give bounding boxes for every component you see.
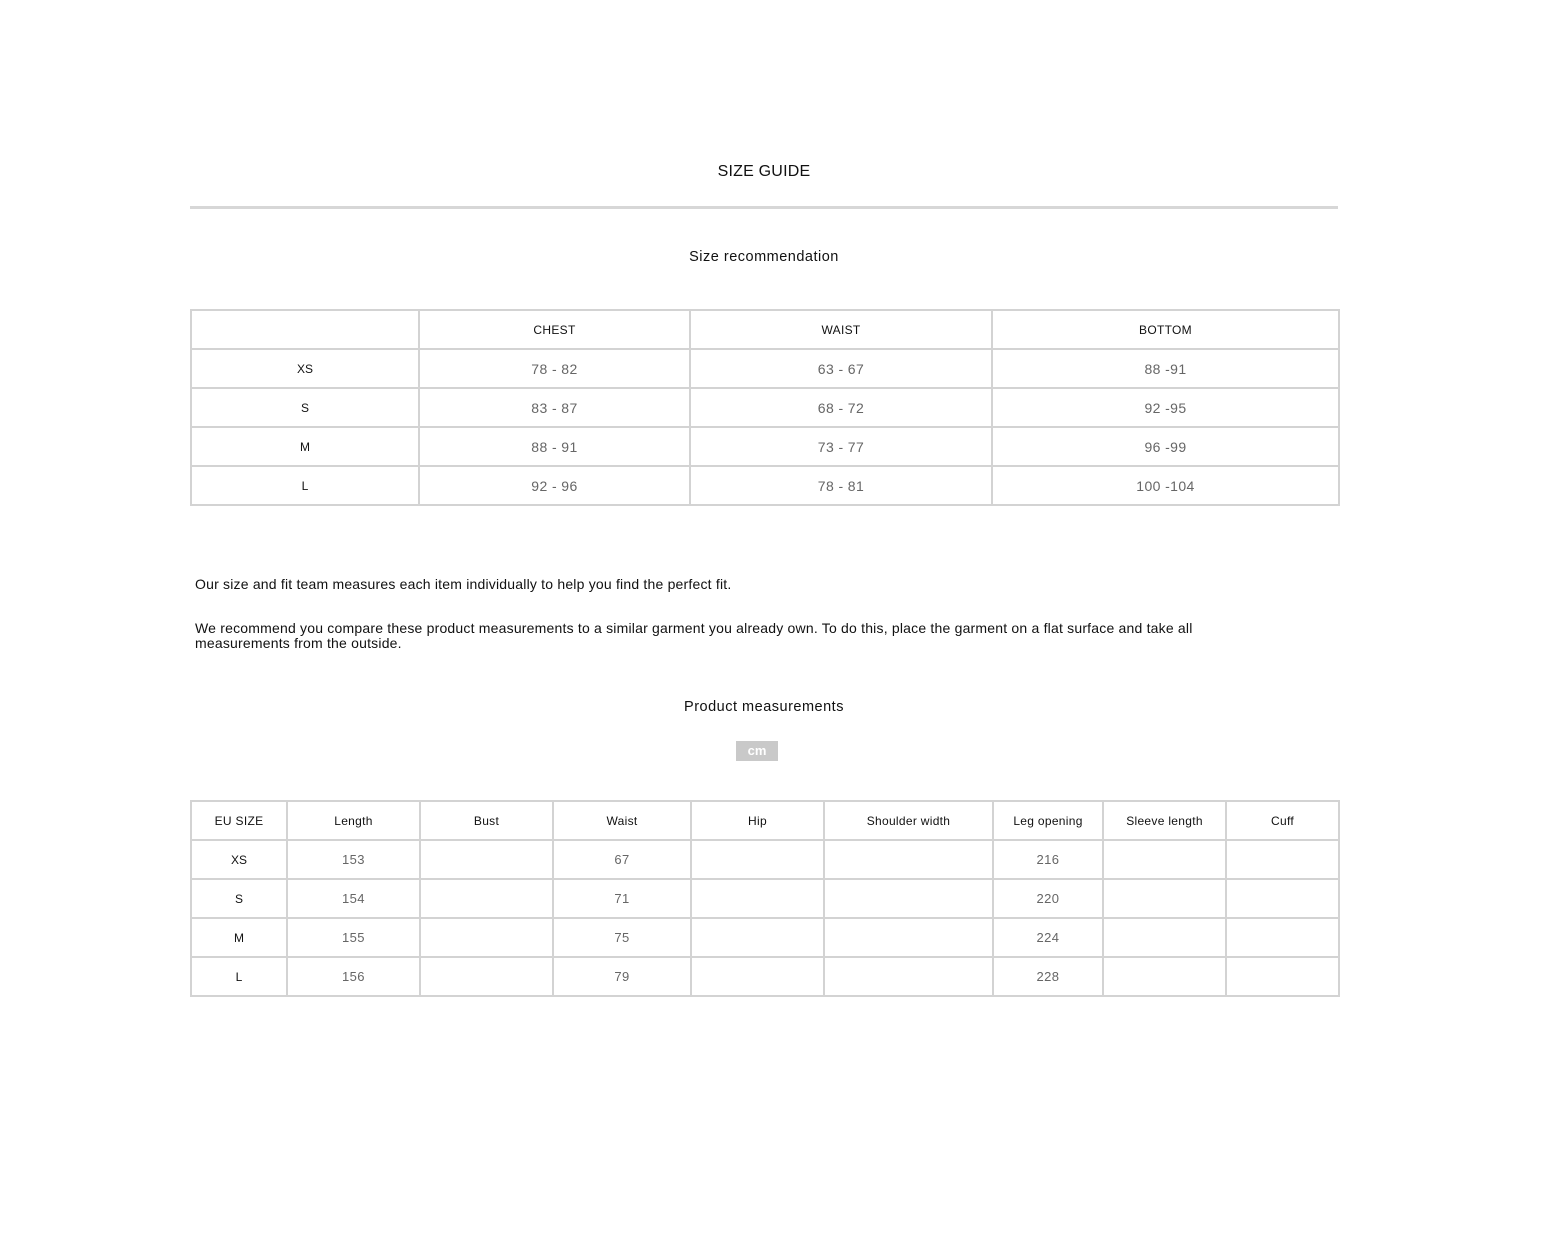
header-cell-sleeve-length: Sleeve length xyxy=(1103,801,1226,840)
table-row xyxy=(191,427,1339,466)
header-cell-hip: Hip xyxy=(691,801,824,840)
waist-cell: 73 - 77 xyxy=(690,427,992,466)
header-cell-shoulder-width: Shoulder width xyxy=(824,801,993,840)
size-recommendation-table xyxy=(190,309,1340,506)
size-recommendation-title: Size recommendation xyxy=(689,249,839,265)
size-cell: L xyxy=(191,466,419,505)
sleeve-length-cell xyxy=(1103,840,1226,879)
size-cell: M xyxy=(191,918,287,957)
bust-cell xyxy=(420,957,553,996)
size-cell: M xyxy=(191,427,419,466)
cuff-cell xyxy=(1226,957,1339,996)
shoulder-width-cell xyxy=(824,840,993,879)
header-cell-length: Length xyxy=(287,801,420,840)
header-cell-empty xyxy=(191,310,419,349)
header-cell-eu-size: EU SIZE xyxy=(191,801,287,840)
product-measurements-title: Product measurements xyxy=(684,699,844,715)
table-row xyxy=(191,388,1339,427)
size-cell: L xyxy=(191,957,287,996)
header-cell-chest: CHEST xyxy=(419,310,690,349)
hip-cell xyxy=(691,957,824,996)
hip-cell xyxy=(691,918,824,957)
length-cell: 155 xyxy=(287,918,420,957)
title-divider xyxy=(190,206,1338,209)
leg-opening-cell: 220 xyxy=(993,879,1103,918)
leg-opening-cell: 224 xyxy=(993,918,1103,957)
length-cell: 153 xyxy=(287,840,420,879)
length-cell: 154 xyxy=(287,879,420,918)
waist-cell: 75 xyxy=(553,918,691,957)
table-row xyxy=(191,840,1339,879)
table-row xyxy=(191,466,1339,505)
table-row xyxy=(191,879,1339,918)
hip-cell xyxy=(691,840,824,879)
header-cell-bust: Bust xyxy=(420,801,553,840)
waist-cell: 67 xyxy=(553,840,691,879)
bottom-cell: 100 -104 xyxy=(992,466,1339,505)
chest-cell: 88 - 91 xyxy=(419,427,690,466)
header-cell-bottom: BOTTOM xyxy=(992,310,1339,349)
cuff-cell xyxy=(1226,918,1339,957)
leg-opening-cell: 216 xyxy=(993,840,1103,879)
table-row xyxy=(191,918,1339,957)
sleeve-length-cell xyxy=(1103,879,1226,918)
sleeve-length-cell xyxy=(1103,957,1226,996)
cuff-cell xyxy=(1226,840,1339,879)
sleeve-length-cell xyxy=(1103,918,1226,957)
bust-cell xyxy=(420,879,553,918)
header-cell-waist: Waist xyxy=(553,801,691,840)
bust-cell xyxy=(420,840,553,879)
waist-cell: 68 - 72 xyxy=(690,388,992,427)
header-cell-leg-opening: Leg opening xyxy=(993,801,1103,840)
size-cell: XS xyxy=(191,349,419,388)
size-cell: XS xyxy=(191,840,287,879)
waist-cell: 79 xyxy=(553,957,691,996)
fit-intro-text: Our size and fit team measures each item individually to help you find the perfect fit. xyxy=(195,576,732,592)
header-cell-waist: WAIST xyxy=(690,310,992,349)
waist-cell: 71 xyxy=(553,879,691,918)
chest-cell: 78 - 82 xyxy=(419,349,690,388)
waist-cell: 63 - 67 xyxy=(690,349,992,388)
table-row xyxy=(191,349,1339,388)
cuff-cell xyxy=(1226,879,1339,918)
leg-opening-cell: 228 xyxy=(993,957,1103,996)
product-measurements-table xyxy=(190,800,1340,997)
bust-cell xyxy=(420,918,553,957)
size-cell: S xyxy=(191,879,287,918)
size-cell: S xyxy=(191,388,419,427)
unit-toggle-cm[interactable]: cm xyxy=(736,741,778,761)
table-row xyxy=(191,957,1339,996)
hip-cell xyxy=(691,879,824,918)
chest-cell: 83 - 87 xyxy=(419,388,690,427)
measurement-instructions-text: We recommend you compare these product measurements to a similar garment you already own. To do this, place the garment on a flat surface and take all measurements from the outside. xyxy=(195,620,1193,651)
header-cell-cuff: Cuff xyxy=(1226,801,1339,840)
shoulder-width-cell xyxy=(824,918,993,957)
bottom-cell: 92 -95 xyxy=(992,388,1339,427)
length-cell: 156 xyxy=(287,957,420,996)
table-header-row xyxy=(191,310,1339,349)
bottom-cell: 88 -91 xyxy=(992,349,1339,388)
chest-cell: 92 - 96 xyxy=(419,466,690,505)
waist-cell: 78 - 81 xyxy=(690,466,992,505)
page-title: SIZE GUIDE xyxy=(717,163,811,180)
table-header-row xyxy=(191,801,1339,840)
bottom-cell: 96 -99 xyxy=(992,427,1339,466)
shoulder-width-cell xyxy=(824,879,993,918)
shoulder-width-cell xyxy=(824,957,993,996)
